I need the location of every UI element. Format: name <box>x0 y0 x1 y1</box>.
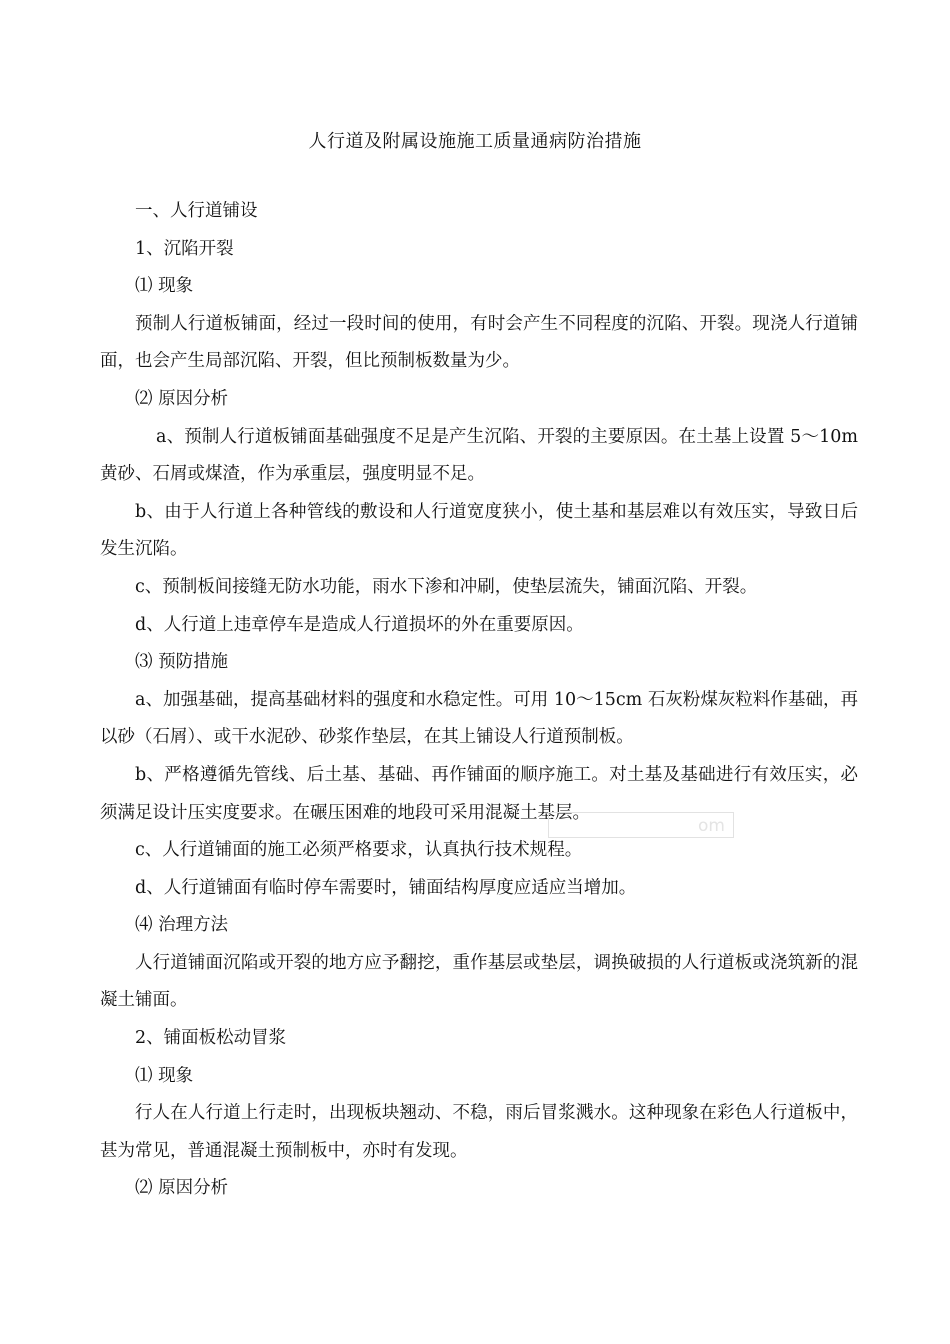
subsection-heading: 1、沉陷开裂 <box>135 238 234 259</box>
body-paragraph: 人行道铺面沉陷或开裂的地方应予翻挖，重作基层或垫层，调换破损的人行道板或浇筑新的混凝土铺面。 <box>100 952 858 1011</box>
body-paragraph: b、严格遵循先管线、后土基、基础、再作铺面的顺序施工。对土基及基础进行有效压实，必须满足设计压实度要求。在碾压困难的地段可采用混凝土基层。 <box>100 764 858 823</box>
document-title: 人行道及附属设施施工质量通病防治措施 <box>308 131 642 152</box>
body-paragraph: 行人在人行道上行走时，出现板块翘动、不稳，雨后冒浆溅水。这种现象在彩色人行道板中，甚为常见，普通混凝土预制板中，亦时有发现。 <box>100 1103 858 1161</box>
body-paragraph: d、人行道铺面有临时停车需要时，铺面结构厚度应适应当增加。 <box>135 877 637 898</box>
body-paragraph: 预制人行道板铺面，经过一段时间的使用，有时会产生不同程度的沉陷、开裂。现浇人行道铺面，也会产生局部沉陷、开裂，但比预制板数量为少。 <box>100 313 858 372</box>
body-paragraph: c、人行道铺面的施工必须严格要求，认真执行技术规程。 <box>135 840 583 861</box>
item-heading: ⑷ 治理方法 <box>135 915 229 936</box>
body-paragraph: c、预制板间接缝无防水功能，雨水下渗和冲刷，使垫层流失，铺面沉陷、开裂。 <box>135 576 758 597</box>
document-body <box>100 193 858 1208</box>
body-paragraph: d、人行道上违章停车是造成人行道损坏的外在重要原因。 <box>135 614 584 635</box>
item-heading: ⑵ 原因分析 <box>135 1178 229 1199</box>
body-paragraph: b、由于人行道上各种管线的敷设和人行道宽度狭小，使土基和基层难以有效压实，导致日后发生沉陷。 <box>100 501 858 560</box>
item-heading: ⑴ 现象 <box>135 276 194 297</box>
body-paragraph: a、预制人行道板铺面基础强度不足是产生沉陷、开裂的主要原因。在土基上设置 5～10m 黄砂、石屑或煤渣，作为承重层，强度明显不足。 <box>100 426 858 485</box>
item-heading: ⑵ 原因分析 <box>135 388 229 409</box>
body-paragraph: a、加强基础，提高基础材料的强度和水稳定性。可用 10～15cm 石灰粉煤灰粒料作基础，再以砂（石屑）、或干水泥砂、砂浆作垫层，在其上铺设人行道预制板。 <box>100 689 858 748</box>
subsection-heading: 2、铺面板松动冒浆 <box>135 1028 287 1049</box>
item-heading: ⑶ 预防措施 <box>135 652 229 673</box>
section-heading: 一、人行道铺设 <box>135 201 258 221</box>
watermark: om <box>548 812 734 838</box>
item-heading: ⑴ 现象 <box>135 1065 194 1086</box>
